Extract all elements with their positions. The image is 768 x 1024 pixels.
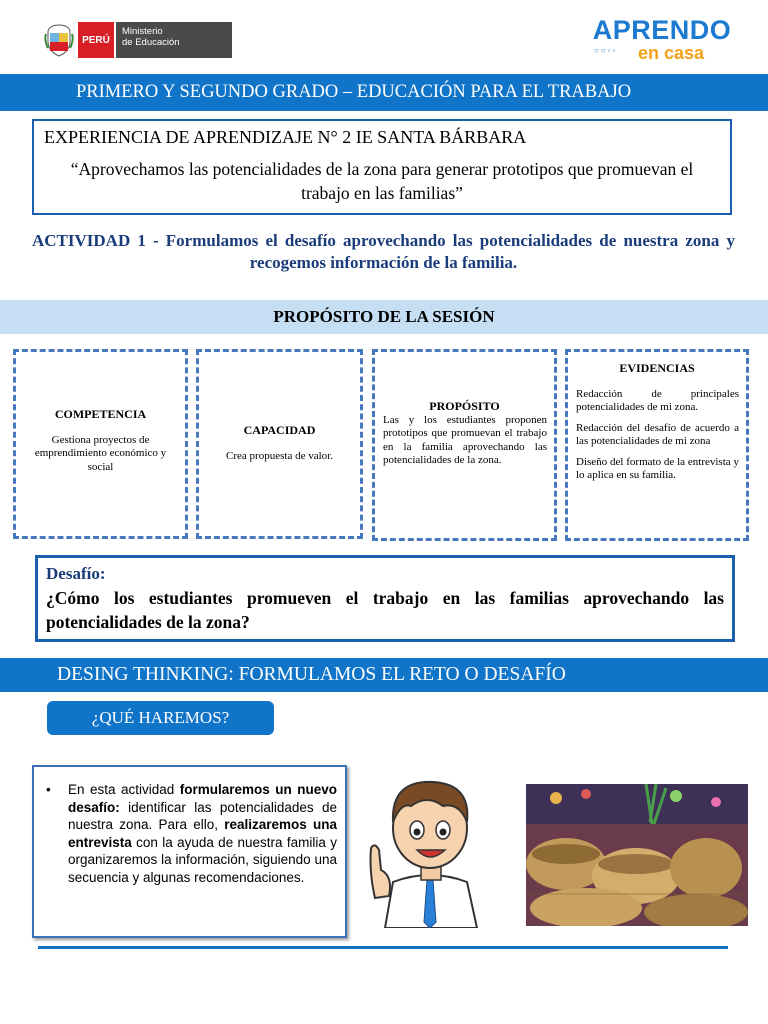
activity-description-box (32, 765, 347, 938)
grade-banner (0, 74, 768, 111)
challenge-question: ¿Cómo los estudiantes promueven el trabajo en las familias aprovechando las potencialidades de la zona? (46, 588, 724, 632)
brand-line1: APRENDO (592, 15, 732, 45)
proposito-heading: PROPÓSITO (429, 399, 500, 413)
boy-illustration (355, 772, 505, 928)
competencia-heading: COMPETENCIA (54, 407, 147, 421)
competencia-text: Gestiona proyectos de emprendimiento económico y social (34, 433, 167, 473)
ministry-label: Ministerio de Educación (114, 22, 232, 58)
peru-minedu-logo (44, 22, 232, 58)
challenge-box (35, 555, 735, 642)
evidence-item: Diseño del formato de la entrevista y lo aplica en su familia. (576, 455, 739, 481)
design-thinking-banner (0, 658, 768, 692)
handicraft-baskets-photo (526, 784, 748, 926)
grade-banner-text: PRIMERO Y SEGUNDO GRADO – EDUCACIÓN PARA EL TRABAJO (76, 82, 632, 102)
bullet: • (46, 782, 51, 797)
capacidad-text: Crea propuesta de valor. (226, 449, 333, 462)
coat-of-arms-icon (44, 22, 74, 58)
experience-quote: “Aprovechamos las potencialidades de la zona para generar prototipos que promuevan el trabajo en las familias” (70, 159, 694, 203)
competencia-card (13, 349, 188, 539)
evidence-item: Redacción de principales potencialidades de mi zona. (576, 387, 739, 413)
activity-description: En esta actividad formularemos un nuevo desafío: identificar las potencialidades de nuestra zona. Para ello, realizaremos una entrevista con la ayuda de nuestra familia y organizaremos la información, siguiendo una secuencia y algunas recomendaciones. (68, 782, 337, 885)
purpose-banner (0, 300, 768, 334)
evidencias-card (565, 349, 749, 541)
what-will-we-do-label: ¿QUÉ HAREMOS? (47, 701, 274, 735)
experience-title: EXPERIENCIA DE APRENDIZAJE N° 2 IE SANTA BÁRBARA (44, 127, 527, 147)
evidence-item: Redacción del desafío de acuerdo a las potencialidades de mi zona (576, 421, 739, 447)
capacidad-card (196, 349, 363, 539)
activity-title: ACTIVIDAD 1 - Formulamos el desafío aprovechando las potencialidades de nuestra zona y recogemos información de la familia. (32, 231, 735, 272)
experience-box (32, 119, 732, 215)
aprendo-en-casa-logo (592, 15, 732, 63)
challenge-label: Desafío: (46, 564, 106, 583)
brand-line2: en casa (638, 43, 705, 63)
capacidad-heading: CAPACIDAD (243, 423, 316, 437)
evidencias-heading: EVIDENCIAS (619, 361, 695, 375)
decor-dots: ○○◦◦ (594, 46, 618, 55)
bottom-divider (38, 946, 728, 949)
peru-label: PERÚ (78, 22, 114, 58)
purpose-banner-text: PROPÓSITO DE LA SESIÓN (273, 307, 495, 326)
design-thinking-text: DESING THINKING: FORMULAMOS EL RETO O DESAFÍO (57, 664, 566, 685)
proposito-card (372, 349, 557, 541)
proposito-text: Las y los estudiantes proponen prototipos que promuevan el trabajo en la familia aprovechando las potencialidades de la zona. (383, 413, 547, 466)
